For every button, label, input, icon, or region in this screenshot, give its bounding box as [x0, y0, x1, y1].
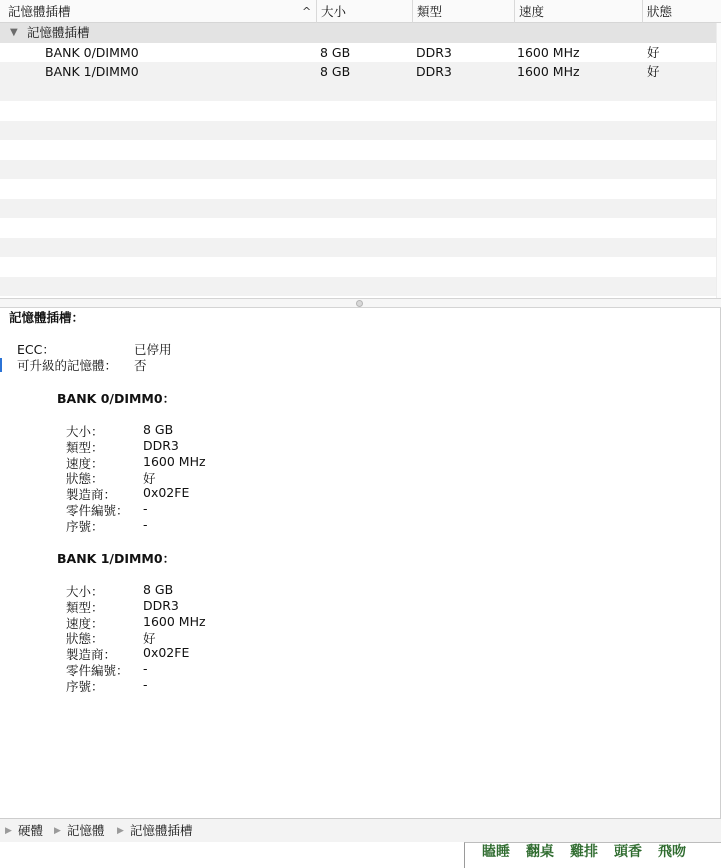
- field-label: 製造商：: [66, 647, 117, 663]
- cell-name: BANK 1/DIMM0: [45, 64, 139, 79]
- cell-speed: 1600 MHz: [517, 64, 580, 79]
- empty-row: [0, 218, 716, 238]
- detail-pane: [0, 308, 721, 818]
- field-label: 類型：: [66, 599, 104, 615]
- field-value: 1600 MHz: [143, 613, 206, 629]
- field-label: 狀態：: [66, 631, 104, 647]
- crumb-memory-slot[interactable]: 記憶體插槽: [130, 823, 193, 838]
- bank-title: BANK 0/DIMM0：: [57, 391, 176, 406]
- cell-type: DDR3: [416, 64, 452, 79]
- cell-type: DDR3: [416, 44, 452, 60]
- empty-row: [0, 140, 716, 160]
- field-value: -: [143, 661, 148, 676]
- field-label: 速度：: [66, 455, 104, 471]
- column-header-label: 記憶體插槽: [8, 4, 71, 19]
- empty-row: [0, 238, 716, 258]
- table-row[interactable]: [0, 43, 716, 63]
- empty-row: [0, 121, 716, 141]
- bank-title: BANK 1/DIMM0：: [57, 551, 176, 566]
- table-header: [0, 0, 721, 23]
- field-label: ECC：: [17, 342, 55, 357]
- background-window-strip: [0, 842, 721, 868]
- field-label: 速度：: [66, 615, 104, 631]
- empty-row: [0, 160, 716, 180]
- path-arrow-icon: ▶: [117, 826, 124, 836]
- path-arrow-icon: ▶: [54, 826, 61, 836]
- table-scrollbar[interactable]: [716, 23, 721, 298]
- field-value: 否: [134, 357, 147, 373]
- path-arrow-icon: ▶: [5, 826, 12, 836]
- background-word[interactable]: 頭香: [614, 844, 642, 860]
- field-value: 8 GB: [143, 582, 174, 597]
- field-label: 大小：: [66, 424, 104, 439]
- field-label: 零件編號：: [66, 663, 129, 678]
- field-label: 製造商：: [66, 487, 117, 503]
- empty-row: [0, 277, 716, 297]
- field-value: 好: [143, 631, 156, 647]
- background-word-box: [464, 842, 721, 868]
- sort-ascending-icon[interactable]: ^: [302, 5, 312, 18]
- field-label: 狀態：: [66, 471, 104, 487]
- background-word[interactable]: 雞排: [570, 844, 598, 860]
- field-value: -: [143, 676, 148, 692]
- column-header-type[interactable]: 類型: [412, 0, 514, 23]
- field-label: 類型：: [66, 439, 104, 455]
- empty-row: [0, 179, 716, 199]
- empty-row: [0, 101, 716, 121]
- cell-name: BANK 0/DIMM0: [45, 44, 139, 60]
- field-label: 序號：: [66, 678, 104, 694]
- group-label: 記憶體插槽: [27, 25, 90, 40]
- table-row[interactable]: [0, 62, 716, 82]
- field-value: 8 GB: [143, 422, 174, 437]
- field-value: -: [143, 501, 148, 516]
- pane-splitter[interactable]: [0, 298, 721, 308]
- cell-size: 8 GB: [320, 44, 351, 60]
- focus-marker: [0, 358, 2, 372]
- splitter-handle-icon[interactable]: [356, 300, 363, 307]
- field-value: DDR3: [143, 437, 179, 453]
- crumb-hardware[interactable]: 硬體: [18, 823, 44, 838]
- field-value: 0x02FE: [143, 645, 190, 661]
- empty-row: [0, 82, 716, 102]
- field-value: 0x02FE: [143, 485, 190, 501]
- background-word[interactable]: 飛吻: [658, 844, 686, 860]
- detail-title: 記憶體插槽：: [9, 310, 85, 325]
- empty-row: [0, 257, 716, 277]
- empty-row: [0, 199, 716, 219]
- cell-status: 好: [647, 64, 660, 79]
- field-value: 1600 MHz: [143, 453, 206, 469]
- field-value: DDR3: [143, 597, 179, 613]
- field-label: 序號：: [66, 518, 104, 534]
- cell-status: 好: [647, 44, 660, 60]
- background-word[interactable]: 瞌睡: [482, 844, 510, 860]
- background-word[interactable]: 翻桌: [526, 844, 554, 860]
- column-header-size[interactable]: 大小: [316, 0, 412, 23]
- column-header-status[interactable]: 狀態: [642, 0, 721, 23]
- column-header-speed[interactable]: 速度: [514, 0, 642, 23]
- field-value: 好: [143, 471, 156, 487]
- disclosure-triangle-icon[interactable]: ▼: [10, 27, 18, 38]
- group-row-memory-slot[interactable]: [0, 23, 716, 43]
- field-label: 零件編號：: [66, 503, 129, 518]
- field-label: 可升級的記憶體：: [17, 357, 118, 373]
- memory-slot-table: [0, 23, 716, 298]
- crumb-memory[interactable]: 記憶體: [67, 823, 105, 838]
- column-header-memory-slot[interactable]: [4, 0, 316, 23]
- field-value: 已停用: [134, 342, 172, 357]
- field-value: -: [143, 516, 148, 532]
- path-bar: [0, 818, 721, 842]
- cell-size: 8 GB: [320, 64, 351, 79]
- cell-speed: 1600 MHz: [517, 44, 580, 60]
- field-label: 大小：: [66, 584, 104, 599]
